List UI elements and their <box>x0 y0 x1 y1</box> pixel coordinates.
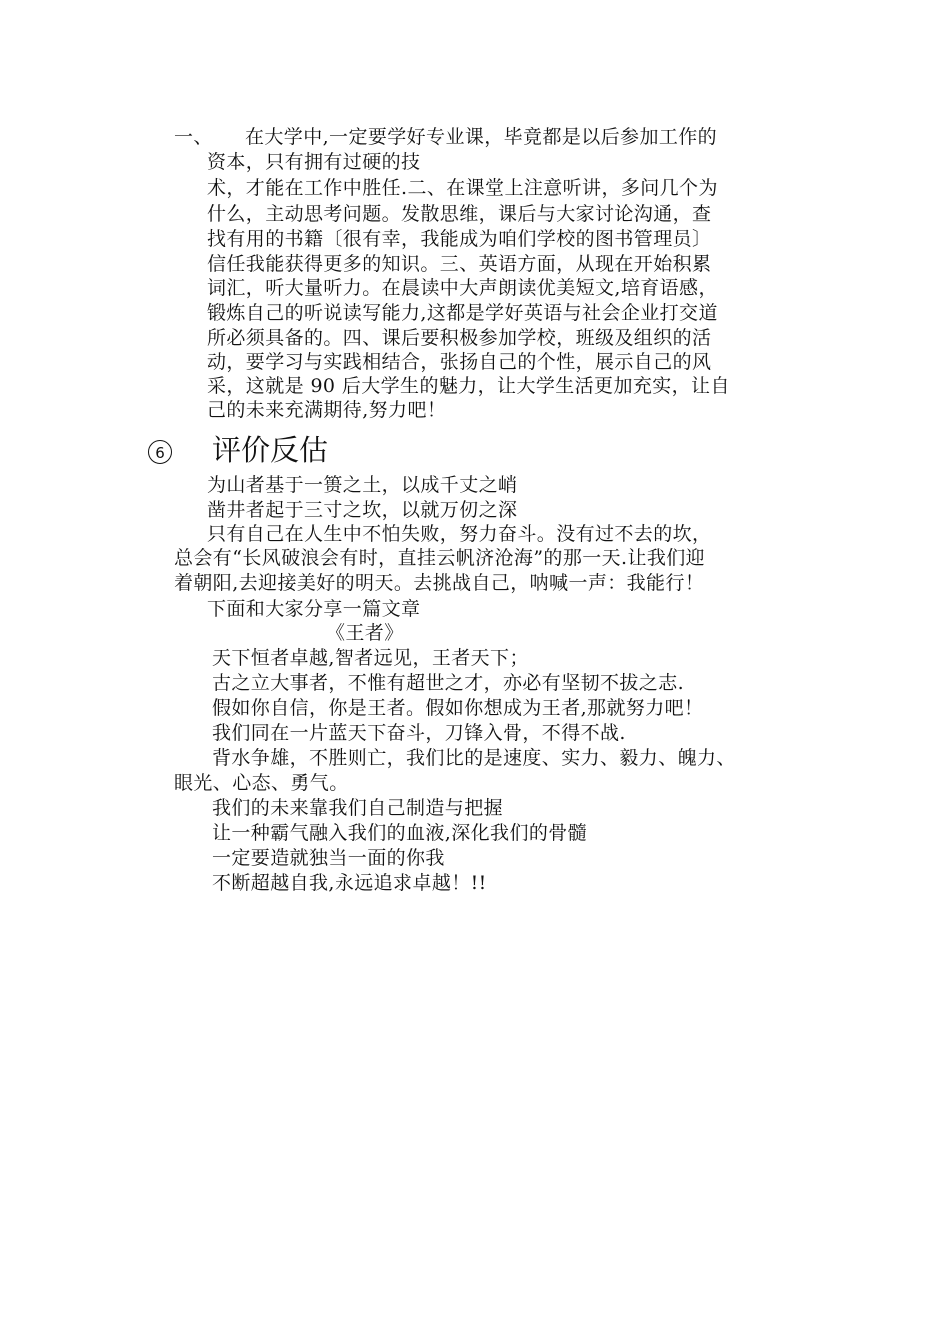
paragraph-line: 只有自己在人生中不怕失败，努力奋斗。没有过不去的坎， <box>207 523 712 545</box>
paragraph-line: 动，要学习与实践相结合，张扬自己的个性，展示自己的风 <box>207 351 712 373</box>
paragraph-line: 为山者基于一篑之土，以成千丈之峭 <box>207 474 518 496</box>
list-marker: 一、 <box>174 126 213 148</box>
paragraph-line: 总会有“长风破浪会有时，直挂云帆济沧海”的那一天.让我们迎 <box>174 547 706 569</box>
paragraph-line: 资本，只有拥有过硬的技 <box>207 151 421 173</box>
paragraph-line: 采，这就是 90 后大学生的魅力，让大学生活更加充实，让自 <box>207 375 730 397</box>
section-title: 评价反估 <box>212 433 329 467</box>
poem-line: 我们同在一片蓝天下奋斗，刀锋入骨，不得不战. <box>212 722 626 744</box>
poem-line: 让一种霸气融入我们的血液,深化我们的骨髓 <box>212 822 588 844</box>
paragraph-line: 着朝阳,去迎接美好的明天。去挑战自己，呐喊一声：我能行！ <box>174 572 705 594</box>
paragraph-line: 找有用的书籍〔很有幸，我能成为咱们学校的图书管理员〕 <box>207 228 712 250</box>
poem-line: 背水争雄，不胜则亡，我们比的是速度、实力、毅力、魄力、 <box>212 747 736 769</box>
paragraph-line: 术，才能在工作中胜任.二、在课堂上注意听讲，多问几个为 <box>207 177 718 199</box>
paragraph-line: 所必须具备的。四、课后要积极参加学校，班级及组织的活 <box>207 327 712 349</box>
poem-line: 我们的未来靠我们自己制造与把握 <box>212 797 504 819</box>
poem-line: 天下恒者卓越,智者远见，王者天下； <box>212 647 529 669</box>
section-number-badge: 6 <box>148 440 172 464</box>
paragraph-line: 己的未来充满期待,努力吧！ <box>207 399 447 421</box>
paragraph-line: 锻炼自己的听说读写能力,这都是学好英语与社会企业打交道 <box>207 302 718 324</box>
article-title: 《王者》 <box>326 622 404 644</box>
paragraph-line: 词汇，听大量听力。在晨读中大声朗读优美短文,培育语感， <box>207 277 718 299</box>
paragraph-line: 信任我能获得更多的知识。三、英语方面，从现在开始积累 <box>207 253 712 275</box>
poem-line: 假如你自信，你是王者。假如你想成为王者,那就努力吧！ <box>212 697 704 719</box>
poem-line: 一定要造就独当一面的你我 <box>212 847 445 869</box>
paragraph-line: 下面和大家分享一篇文章 <box>207 598 421 620</box>
poem-line: 古之立大事者，不惟有超世之才，亦必有坚韧不拔之志. <box>212 672 685 694</box>
poem-line: 不断超越自我,永远追求卓越！!! <box>212 872 487 894</box>
paragraph-line: 在大学中,一定要学好专业课，毕竟都是以后参加工作的 <box>245 126 718 148</box>
paragraph-line: 什么，主动思考问题。发散思维，课后与大家讨论沟通，查 <box>207 203 712 225</box>
paragraph-line: 凿井者起于三寸之坎，以就万仞之深 <box>207 499 518 521</box>
poem-line: 眼光、心态、勇气。 <box>174 772 349 794</box>
